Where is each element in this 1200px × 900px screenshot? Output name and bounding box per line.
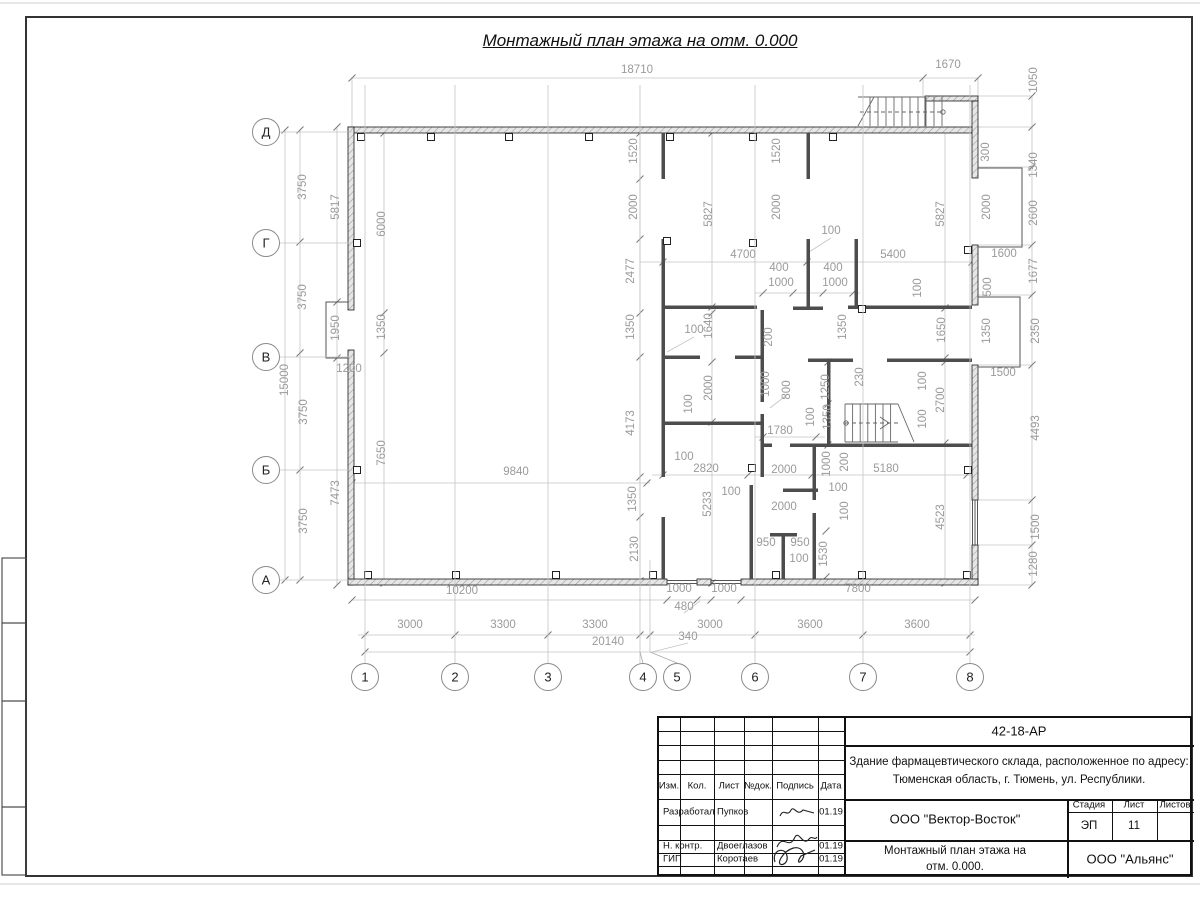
dimension-label: 1000 (666, 583, 692, 595)
col-header-podpis: Подпись (776, 780, 814, 792)
axis-bubble-label: 1 (361, 669, 369, 685)
dimension-label: 5180 (873, 463, 899, 475)
column-marker (354, 467, 361, 474)
axis-bubble-label: А (261, 572, 271, 588)
divider (659, 799, 844, 800)
dimension-label: 1250 (820, 374, 832, 400)
dimension-label: 4523 (935, 504, 947, 530)
dimension-label: 9840 (503, 466, 529, 478)
column-marker (553, 572, 560, 579)
dimension-ticks (282, 75, 1036, 656)
dimension-label: 3750 (297, 174, 309, 200)
col-header-list: Лист (718, 780, 740, 792)
dimension-label: 1000 (760, 371, 772, 397)
dimension-label: 1000 (768, 277, 794, 289)
dimension-label: 100 (821, 225, 841, 237)
dimension-label: 4493 (1030, 415, 1042, 441)
dimension-label: 2477 (625, 258, 637, 284)
divider (844, 840, 1194, 842)
stage-value: ЭП (1080, 820, 1098, 832)
drawing-name-line2: отм. 0.000. (926, 861, 984, 873)
dimension-label: 2000 (981, 194, 993, 220)
stage-label: Стадия (1072, 799, 1106, 811)
column-marker (859, 572, 866, 579)
column-marker (354, 240, 361, 247)
column-marker (650, 572, 657, 579)
divider (659, 760, 844, 761)
dimension-label: 4700 (730, 249, 756, 261)
divider (1157, 799, 1158, 840)
col-header-data: Дата (820, 780, 842, 792)
contractor-name: ООО "Вектор-Восток" (889, 811, 1021, 827)
divider (1067, 799, 1069, 878)
dimension-label: 7473 (330, 480, 342, 506)
dimension-label: 1500 (1030, 514, 1042, 540)
dimension-label: 3600 (797, 619, 823, 631)
dimension-label: 1000 (821, 451, 833, 477)
dimension-label: 100 (674, 451, 694, 463)
document-code: 42-18-АР (991, 723, 1047, 739)
dimension-label: 3000 (397, 619, 423, 631)
dimension-label: 500 (982, 277, 994, 297)
dimension-label: 5817 (330, 194, 342, 220)
project-description-line2: Тюменская область, г. Тюмень, ул. Республики. (892, 774, 1146, 786)
dimension-label: 5400 (880, 249, 906, 261)
axis-bubble-label: 2 (451, 669, 459, 685)
sheet-label: Лист (1123, 799, 1145, 811)
dimension-lines (285, 78, 1032, 652)
col-header-kol: Кол. (687, 780, 707, 792)
dimension-label: 950 (790, 537, 810, 549)
divider (844, 718, 846, 874)
role-name: Коротаев (717, 853, 759, 865)
dimension-label: 10200 (446, 585, 478, 597)
dimension-label: 100 (805, 407, 817, 427)
dimension-label: 3750 (298, 508, 310, 534)
project-description-line1: Здание фармацевтического склада, расположенное по адресу: (849, 756, 1189, 768)
dimension-label: 2000 (771, 194, 783, 220)
dimension-label: 18710 (621, 64, 653, 76)
dimension-label: 2130 (629, 536, 641, 562)
dimension-label: 100 (912, 278, 924, 298)
dimension-label: 6000 (376, 211, 388, 237)
dimension-label: 3750 (297, 284, 309, 310)
dimension-label: 100 (721, 486, 741, 498)
dimension-label: 100 (828, 482, 848, 494)
dimension-label: 2350 (1030, 318, 1042, 344)
dimension-label: 1520 (628, 138, 640, 164)
column-marker (667, 134, 674, 141)
dimension-label: 1350 (981, 318, 993, 344)
dimension-label: 2700 (935, 387, 947, 413)
divider (659, 825, 844, 826)
dimension-label: 1340 (1028, 152, 1040, 178)
dimension-label: 1670 (935, 59, 961, 71)
divider (659, 774, 844, 775)
dimension-label: 1350 (376, 314, 388, 340)
dimension-label: 1650 (936, 317, 948, 343)
divider (1067, 812, 1194, 813)
dimension-label: 1000 (822, 277, 848, 289)
axis-bubble-label: Б (261, 462, 271, 478)
column-marker (965, 467, 972, 474)
role-label: Разработал (663, 806, 715, 818)
axis-bubble-label: 3 (544, 669, 552, 685)
column-marker (749, 465, 756, 472)
dimension-label: 5827 (935, 201, 947, 227)
dimension-label: 100 (683, 394, 695, 414)
dimension-label: 200 (763, 327, 775, 347)
column-marker (964, 572, 971, 579)
dimension-label: 3300 (490, 619, 516, 631)
dimension-label: 800 (781, 380, 793, 400)
divider (659, 745, 844, 746)
plan-title: Монтажный план этажа на отм. 0.000 (482, 31, 798, 50)
column-marker (428, 134, 435, 141)
dimension-label: 1530 (818, 541, 830, 567)
dimension-label: 1600 (991, 248, 1017, 260)
dimension-label: 1350 (837, 314, 849, 340)
dimension-label: 100 (789, 553, 809, 565)
dimension-label: 3000 (697, 619, 723, 631)
column-marker (358, 134, 365, 141)
dimension-label: 1350 (625, 314, 637, 340)
interior-stair (844, 404, 914, 442)
column-marker (750, 240, 757, 247)
dimension-label: 1677 (1028, 258, 1040, 284)
dimension-labels (279, 59, 1042, 648)
divider (659, 731, 844, 732)
dimension-label: 20140 (592, 636, 624, 648)
divider (714, 718, 715, 874)
dimension-label: 1350 (822, 404, 834, 430)
dimension-label: 1950 (330, 315, 342, 341)
col-header-izm: Изм. (658, 780, 680, 792)
dimension-label: 1640 (703, 313, 715, 339)
column-marker (750, 134, 757, 141)
dimension-label: 15000 (279, 364, 291, 396)
column-marker (453, 572, 460, 579)
role-label: ГИП (663, 853, 682, 865)
sheets-label: Листов (1159, 799, 1191, 811)
column-marker (830, 134, 837, 141)
signature (769, 842, 819, 870)
dimension-label: 100 (917, 371, 929, 391)
axis-bubble-label: Д (261, 124, 271, 140)
role-name: Двоеглазов (717, 840, 768, 852)
column-marker (965, 247, 972, 254)
role-label: Н. контр. (663, 840, 703, 852)
axis-bubble-label: 8 (966, 669, 974, 685)
dimension-label: 100 (684, 324, 704, 336)
axis-bubble-label: 7 (859, 669, 867, 685)
dimension-label: 1500 (990, 367, 1016, 379)
col-header-dok: №док. (744, 780, 772, 792)
dimension-label: 300 (980, 142, 992, 162)
drawing-name-line1: Монтажный план этажа на (884, 845, 1026, 857)
dimension-label: 400 (823, 262, 843, 274)
column-marker (586, 134, 593, 141)
axis-bubble-label: Г (262, 235, 270, 251)
dimension-label: 2000 (628, 194, 640, 220)
role-date: 01.19 (819, 806, 843, 818)
role-name: Пупков (717, 806, 749, 818)
dimension-label: 100 (917, 409, 929, 429)
dimension-label: 4173 (625, 410, 637, 436)
dimension-label: 3300 (582, 619, 608, 631)
dimension-label: 1280 (1028, 551, 1040, 577)
dimension-label: 100 (839, 501, 851, 521)
signature (777, 804, 817, 821)
dimension-label: 1520 (771, 138, 783, 164)
dimension-label: 2000 (771, 464, 797, 476)
axis-bubble-label: 5 (673, 669, 681, 685)
title-block (657, 716, 1192, 876)
divider (844, 745, 1194, 747)
dimension-label: 3750 (298, 399, 310, 425)
dimension-label: 2820 (693, 463, 719, 475)
dimension-label: 7800 (845, 583, 871, 595)
dimension-label: 3600 (904, 619, 930, 631)
dimension-label: 400 (769, 262, 789, 274)
openings (326, 96, 1022, 584)
dimension-label: 1000 (711, 583, 737, 595)
dimension-label: 340 (678, 631, 698, 643)
dimension-label: 2600 (1028, 200, 1040, 226)
role-date: 01.19 (819, 840, 843, 852)
column-marker (664, 238, 671, 245)
column-marker (506, 134, 513, 141)
dimension-label: 2000 (771, 501, 797, 513)
dimension-label: 5827 (703, 201, 715, 227)
divider (1112, 799, 1113, 840)
dimension-label: 200 (839, 452, 851, 472)
axis-bubble-label: 4 (639, 669, 647, 685)
dimension-label: 7650 (376, 440, 388, 466)
dimension-label: 1350 (627, 486, 639, 512)
client-name: ООО "Альянс" (1086, 851, 1174, 867)
column-marker (773, 572, 780, 579)
dimension-label: 2000 (703, 375, 715, 401)
sheet-value: 11 (1128, 820, 1140, 832)
dimension-label: 950 (756, 537, 776, 549)
margin-attribute-boxes (2, 558, 26, 875)
axis-bubble-label: 6 (751, 669, 759, 685)
dimension-label: 1780 (767, 425, 793, 437)
dimension-label: 1050 (1028, 67, 1040, 93)
dimension-label: 480 (674, 601, 694, 613)
column-marker (859, 306, 866, 313)
dimension-label: 230 (854, 367, 866, 387)
dimension-label: 1200 (336, 363, 362, 375)
axis-bubble-label: В (261, 349, 271, 365)
role-date: 01.19 (819, 853, 843, 865)
column-marker (365, 572, 372, 579)
dimension-label: 5233 (702, 491, 714, 517)
